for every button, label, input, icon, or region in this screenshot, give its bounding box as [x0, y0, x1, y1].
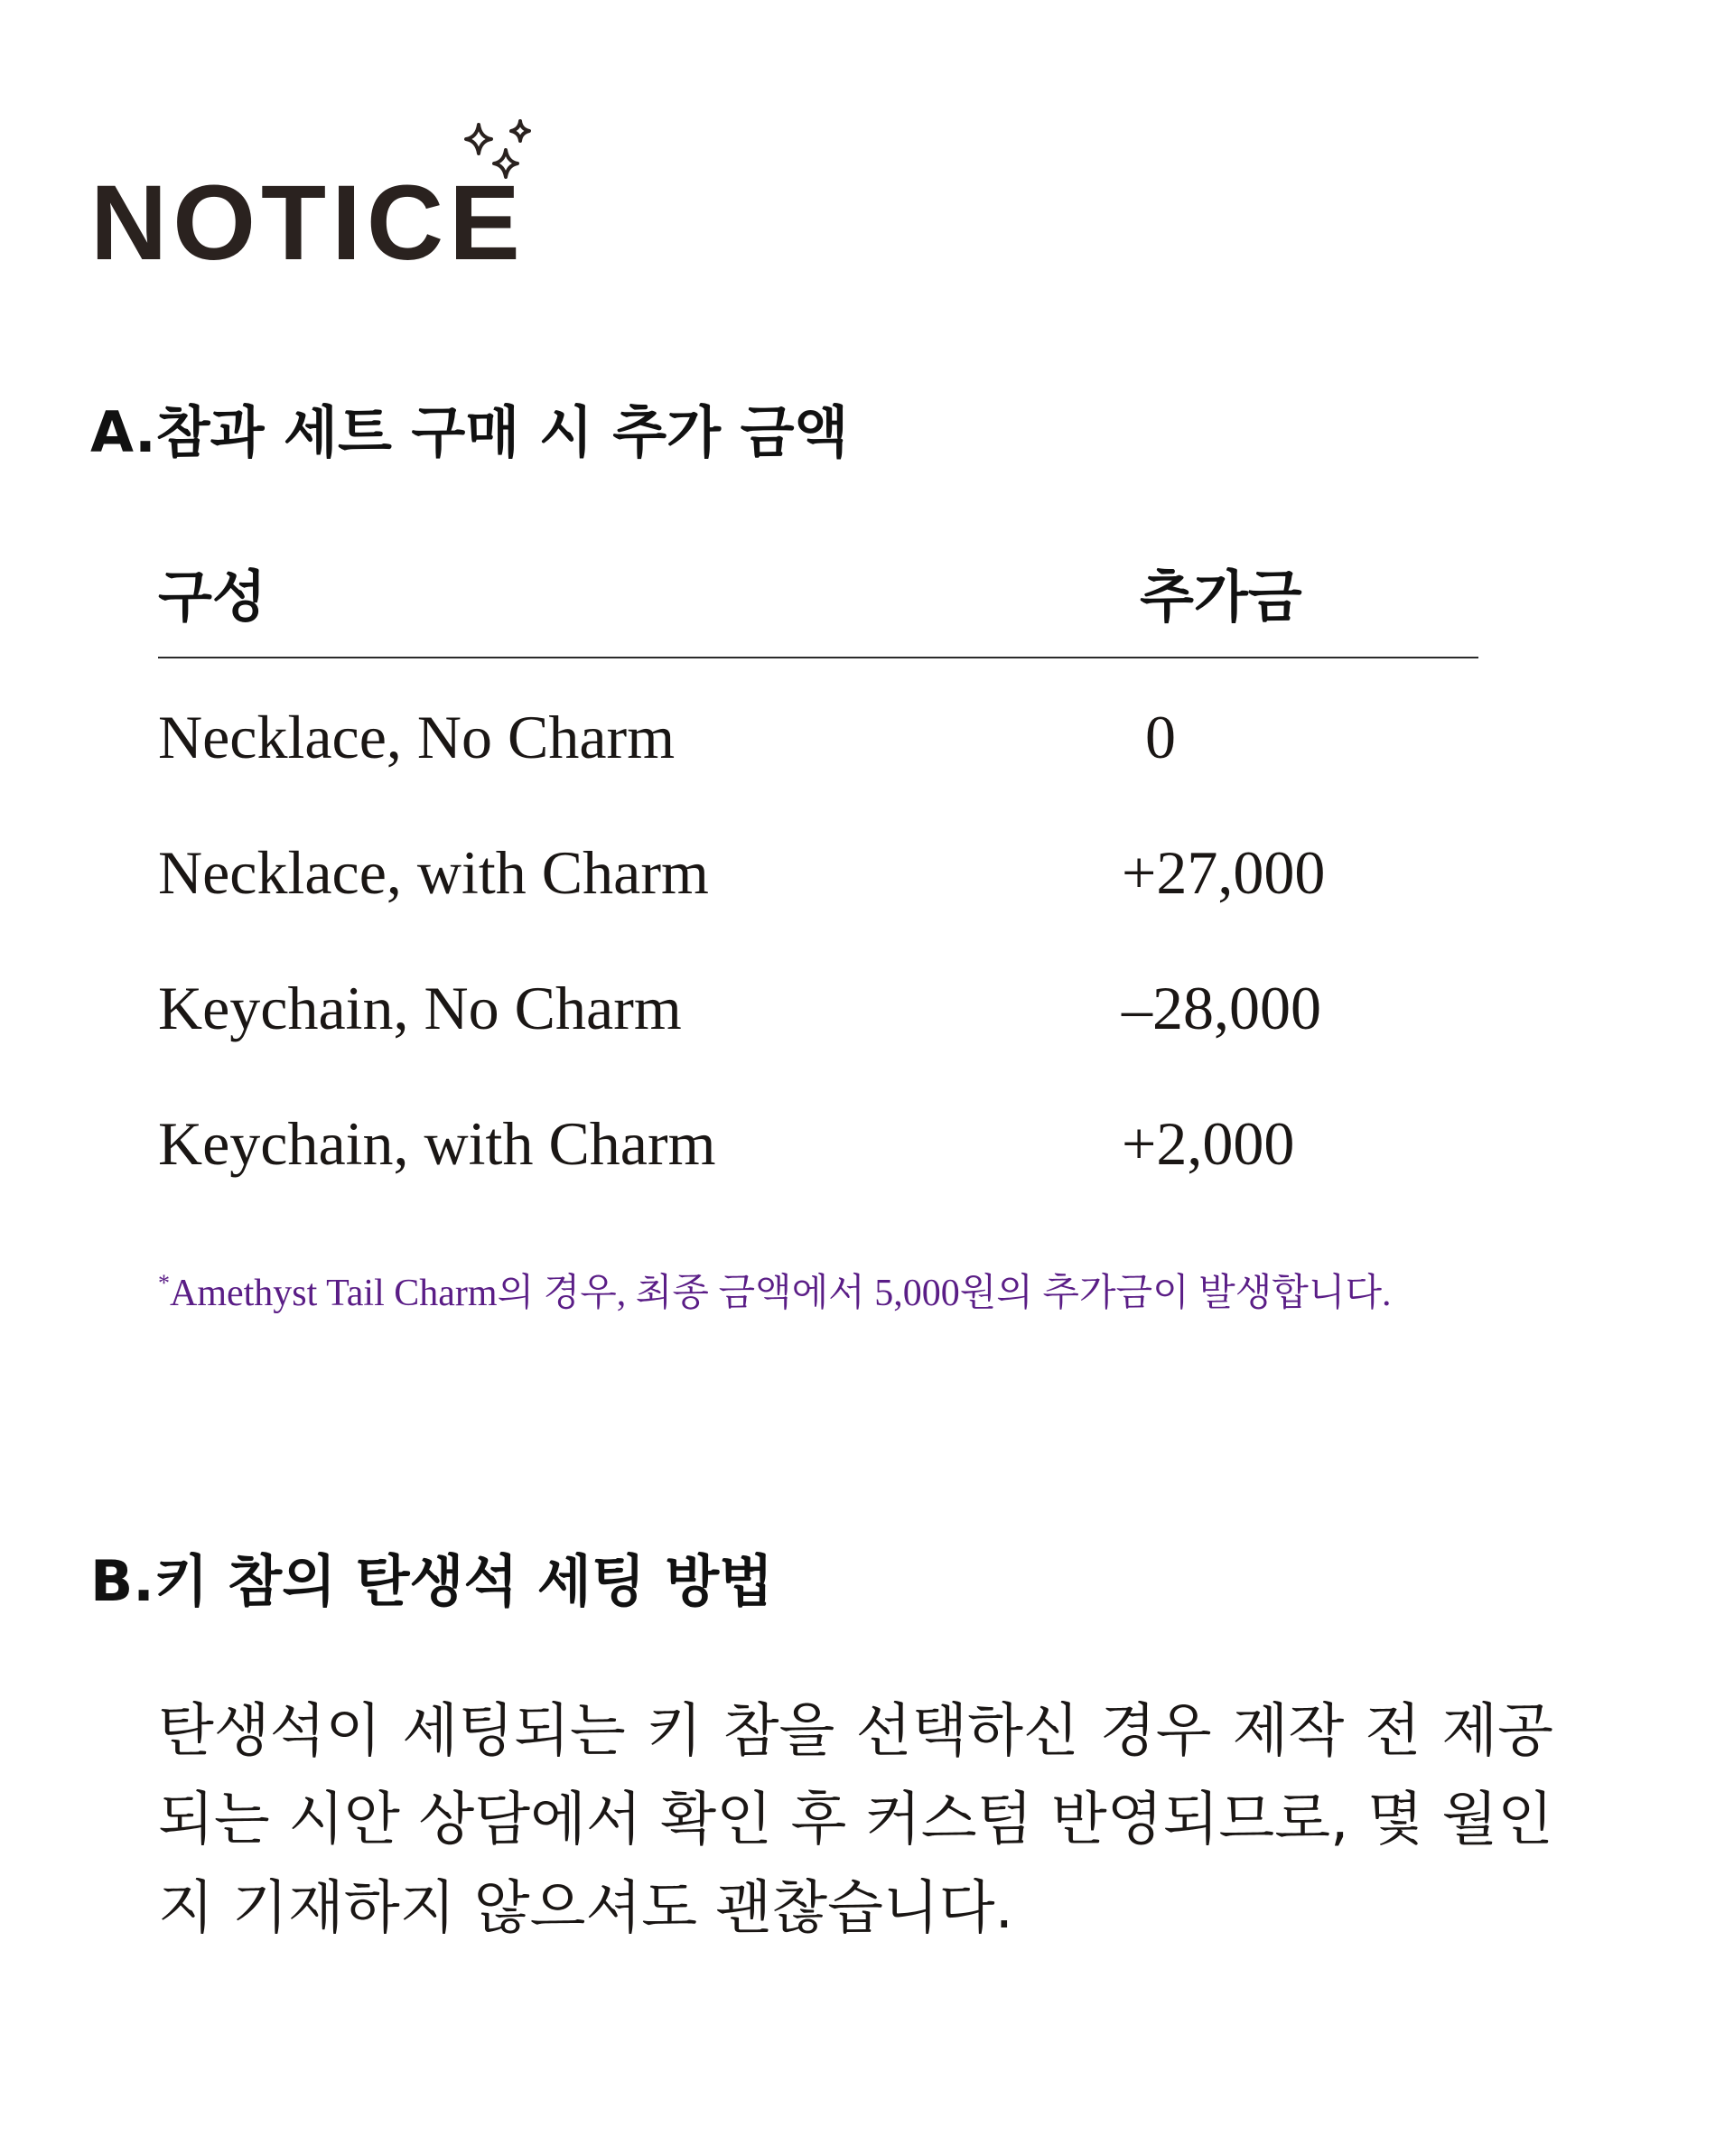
table-row-item: Necklace, No Charm [158, 703, 676, 771]
table-row-item: Keychain, with Charm [158, 1109, 716, 1178]
table-row-item: Necklace, with Charm [158, 838, 709, 907]
table-row-amount: –28,000 [1122, 974, 1321, 1042]
notice-logo: NOTICE [90, 163, 526, 283]
table-row-amount: +2,000 [1122, 1109, 1295, 1178]
table-row-amount: 0 [1145, 703, 1176, 771]
table-header-composition: 구성 [158, 564, 266, 630]
table-row-amount: +27,000 [1122, 838, 1326, 907]
note-asterisk: * [158, 1270, 170, 1296]
section-b-body: 탄생석이 세팅되는 키 참을 선택하신 경우 제작 전 제공되는 시안 상담에서 확인 후 커스텀 반영되므로, 몇 월인지 기재하지 않으셔도 괜찮습니다. [158, 1698, 1553, 1942]
table-row-item: Keychain, No Charm [158, 974, 682, 1042]
sparkles-icon [461, 116, 547, 188]
surcharge-note [158, 1272, 1392, 1312]
section-a-title: A.참과 세트 구매 시 추가 금액 [90, 399, 849, 465]
table-header-divider [158, 657, 1478, 658]
table-header-surcharge: 추가금 [1140, 564, 1302, 630]
section-b-title: B.키 참의 탄생석 세팅 방법 [90, 1548, 774, 1614]
note-text: Amethyst Tail Charm의 경우, 최종 금액에서 5,000원의 추가금이 발생합니다. [170, 1273, 1392, 1314]
